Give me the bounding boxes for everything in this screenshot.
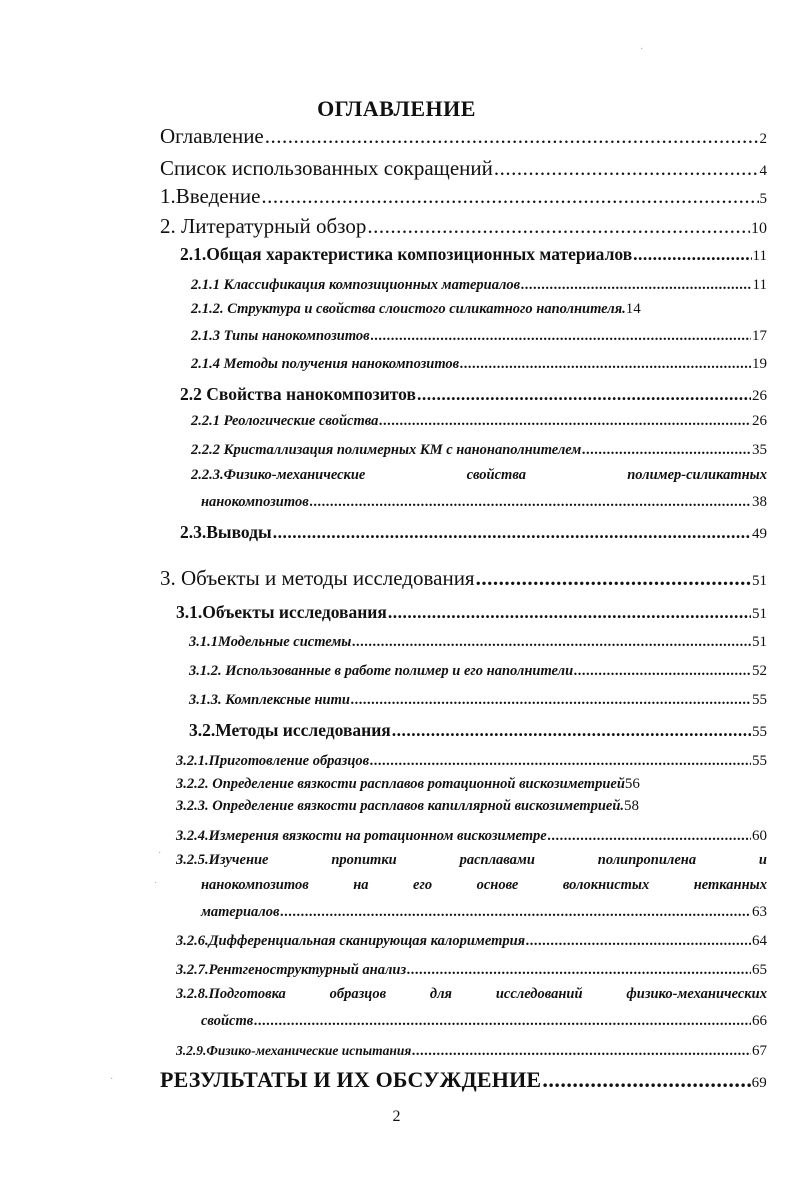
- toc-entry[interactable]: [189, 692, 767, 709]
- toc-entry-page: 60: [752, 828, 767, 844]
- toc-word: нанокомпозитов: [201, 877, 309, 893]
- toc-leader: [265, 124, 759, 149]
- toc-entry[interactable]: [176, 1043, 767, 1060]
- toc-entry-page: 14: [625, 301, 641, 317]
- toc-leader: [542, 1067, 750, 1093]
- toc-entry-page: 51: [752, 606, 767, 622]
- toc-entry-title: 3.2.4.Измерения вязкости на ротационном вискозиметре: [176, 828, 547, 844]
- toc-entry-page: 66: [752, 1013, 767, 1029]
- toc-entry-page: 63: [752, 904, 767, 920]
- toc-leader: [417, 384, 751, 405]
- toc-entry-page: 52: [752, 663, 767, 679]
- toc-word: основе: [476, 877, 519, 893]
- toc-entry-page: 51: [752, 634, 767, 650]
- toc-leader: [261, 184, 758, 209]
- toc-leader: [494, 156, 759, 181]
- toc-entry-page: 51: [752, 573, 767, 589]
- toc-entry[interactable]: [176, 933, 767, 950]
- scan-speck: ·: [640, 44, 644, 55]
- toc-leader: [351, 692, 751, 709]
- toc-entry[interactable]: [191, 442, 767, 459]
- toc-leader: [460, 356, 751, 373]
- toc-entry-title: 3. Объекты и методы исследования: [160, 566, 475, 590]
- toc-entry[interactable]: [176, 962, 767, 979]
- toc-leader: [370, 753, 751, 770]
- toc-entry-title: 3.1.Объекты исследования: [176, 602, 387, 622]
- toc-entry-line: [176, 852, 767, 869]
- page-title: ОГЛАВЛЕНИЕ: [317, 96, 476, 121]
- toc-entry[interactable]: [176, 776, 767, 793]
- toc-entry[interactable]: [176, 602, 767, 623]
- scan-speck: ·: [154, 878, 158, 889]
- toc-entry[interactable]: [160, 566, 767, 591]
- toc-entry[interactable]: [189, 720, 767, 741]
- page-number: 2: [392, 1108, 401, 1125]
- toc-leader: [280, 904, 751, 921]
- toc-entry-page: 26: [752, 413, 767, 429]
- toc-leader: [548, 828, 751, 845]
- toc-word: расплавами: [459, 852, 535, 868]
- toc-entry-line: [176, 986, 767, 1003]
- toc-entry-page: 67: [752, 1043, 767, 1059]
- toc-entry[interactable]: [180, 244, 767, 265]
- toc-leader: [367, 214, 750, 239]
- toc-entry-title: 3.2.2. Определение вязкости расплавов ротационной вискозиметрией: [176, 776, 625, 792]
- toc-entry-page: 5: [759, 191, 767, 207]
- toc-entry-title: 2.2.2 Кристаллизация полимерных КМ с нанонаполнителем: [191, 442, 582, 458]
- toc-entry[interactable]: [189, 663, 767, 680]
- toc-entry-page: 11: [752, 248, 767, 264]
- toc-entry-page: 64: [752, 933, 767, 949]
- toc-entry-title: 1.Введение: [160, 184, 261, 208]
- toc-entry-title: РЕЗУЛЬТАТЫ И ИХ ОБСУЖДЕНИЕ: [160, 1067, 542, 1092]
- toc-leader: [521, 277, 751, 294]
- toc-entry[interactable]: [160, 184, 767, 209]
- toc-leader: [371, 328, 751, 345]
- toc-entry-page: 55: [752, 724, 767, 740]
- toc-word: полипропилена: [597, 852, 697, 868]
- toc-entry-line: [191, 467, 767, 484]
- toc-entry-title: 2.1.4 Методы получения нанокомпозитов: [191, 356, 460, 372]
- scan-speck: ·: [158, 848, 162, 859]
- toc-entry-title: 3.2.1.Приготовление образцов: [176, 753, 370, 769]
- toc-entry-page: 19: [752, 356, 767, 372]
- toc-entry-title: 3.1.3. Комплексные нити: [189, 692, 350, 708]
- toc-entry[interactable]: [176, 798, 767, 815]
- toc-leader: [379, 413, 751, 430]
- toc-leader: [254, 1013, 751, 1030]
- toc-entry-page: 26: [752, 388, 767, 404]
- toc-entry-title: 2.1.3 Типы нанокомпозитов: [191, 328, 370, 344]
- toc-leader: [574, 663, 751, 680]
- toc-leader: [633, 244, 751, 265]
- toc-entry-title: 2.2.1 Реологические свойства: [191, 413, 379, 429]
- toc-entry-title: 2. Литературный обзор: [160, 214, 367, 238]
- toc-word: образцов: [329, 986, 387, 1002]
- toc-word: исследований: [495, 986, 583, 1002]
- toc-word: полимер-силикатных: [627, 467, 767, 483]
- toc-entry[interactable]: [191, 301, 767, 318]
- toc-entry-title: 3.2.6.Дифференциальная сканирующая калориметрия: [176, 933, 526, 949]
- toc-word: и: [758, 852, 767, 868]
- toc-entry-page: 55: [752, 692, 767, 708]
- toc-entry[interactable]: [180, 522, 767, 543]
- toc-leader: [352, 634, 751, 651]
- toc-entry-title: 3.2.Методы исследования: [189, 720, 391, 740]
- toc-entry-page: 35: [752, 442, 767, 458]
- toc-entry[interactable]: [160, 124, 767, 149]
- toc-entry[interactable]: [201, 494, 767, 511]
- toc-entry-page: 11: [752, 277, 767, 293]
- toc-entry-title: 3.1.1Модельные системы: [189, 634, 352, 650]
- toc-entry-title: 2.1.2. Структура и свойства слоистого силикатного наполнителя.: [191, 301, 626, 317]
- toc-entry[interactable]: [189, 634, 767, 651]
- toc-word: пропитки: [331, 852, 397, 868]
- toc-entry-page: 49: [752, 526, 767, 542]
- toc-entry[interactable]: [176, 753, 767, 770]
- toc-entry-title: 3.1.2. Использованные в работе полимер и его наполнители: [189, 663, 574, 679]
- toc-entry[interactable]: [201, 904, 767, 921]
- toc-word: 3.2.8.Подготовка: [176, 986, 286, 1002]
- toc-entry-page: 10: [751, 220, 767, 237]
- toc-entry-title: 2.1.1 Классификация композиционных материалов: [191, 277, 521, 293]
- toc-entry-page: 17: [752, 328, 767, 344]
- toc-entry-page: 38: [752, 494, 767, 510]
- toc-entry-page: 56: [624, 776, 640, 792]
- toc-entry[interactable]: [191, 328, 767, 345]
- toc-entry-title: Список использованных сокращений: [160, 156, 493, 180]
- toc-entry[interactable]: [176, 828, 767, 845]
- toc-leader: [582, 442, 751, 459]
- toc-entry[interactable]: [160, 156, 767, 181]
- toc-entry-page: 4: [759, 163, 767, 179]
- toc-entry[interactable]: [191, 277, 767, 294]
- toc-leader: [388, 602, 751, 623]
- toc-entry-line: [201, 877, 767, 894]
- toc-entry-page: 65: [752, 962, 767, 978]
- toc-entry[interactable]: [191, 356, 767, 373]
- toc-entry-page: 2: [759, 131, 767, 147]
- toc-entry-title: 2.1.Общая характеристика композиционных материалов: [180, 244, 633, 264]
- toc-entry-title: 2.3.Выводы: [180, 522, 272, 542]
- toc-entry-title: 2.2 Свойства нанокомпозитов: [180, 384, 416, 404]
- toc-entry-title: материалов: [201, 904, 280, 920]
- toc-entry-title: 3.2.9.Физико-механические испытания: [176, 1043, 412, 1058]
- toc-entry[interactable]: [160, 1067, 767, 1093]
- toc-leader: [476, 566, 751, 591]
- toc-word: его: [413, 877, 433, 893]
- toc-entry-page: 69: [751, 1075, 767, 1091]
- toc-entry-title: свойств: [201, 1013, 254, 1029]
- toc-word: для: [429, 986, 453, 1002]
- toc-entry[interactable]: [191, 413, 767, 430]
- toc-word: физико-механических: [626, 986, 767, 1002]
- toc-word: свойства: [466, 467, 526, 483]
- toc-entry[interactable]: [201, 1013, 767, 1030]
- toc-word: волокнистых: [562, 877, 650, 893]
- toc-entry-title: 3.2.7.Рентгеноструктурный анализ: [176, 962, 407, 978]
- toc-entry[interactable]: [180, 384, 767, 405]
- toc-leader: [407, 962, 751, 979]
- toc-leader: [526, 933, 751, 950]
- toc-entry-page: 55: [752, 753, 767, 769]
- toc-entry-page: 58: [624, 798, 640, 814]
- toc-entry-title: Оглавление: [160, 124, 264, 148]
- toc-leader: [310, 494, 751, 511]
- toc-entry-title: 3.2.3. Определение вязкости расплавов капиллярной вискозиметрией.: [176, 798, 625, 814]
- toc-word: 3.2.5.Изучение: [176, 852, 269, 868]
- toc-entry-title: нанокомпозитов: [201, 494, 309, 510]
- toc-word: 2.2.3.Физико-механические: [191, 467, 366, 483]
- toc-leader: [412, 1043, 751, 1060]
- toc-entry[interactable]: [160, 214, 767, 239]
- toc-leader: [273, 522, 751, 543]
- toc-word: на: [353, 877, 369, 893]
- toc-leader: [392, 720, 751, 741]
- scan-speck: ·: [110, 1074, 114, 1085]
- toc-word: нетканных: [693, 877, 767, 893]
